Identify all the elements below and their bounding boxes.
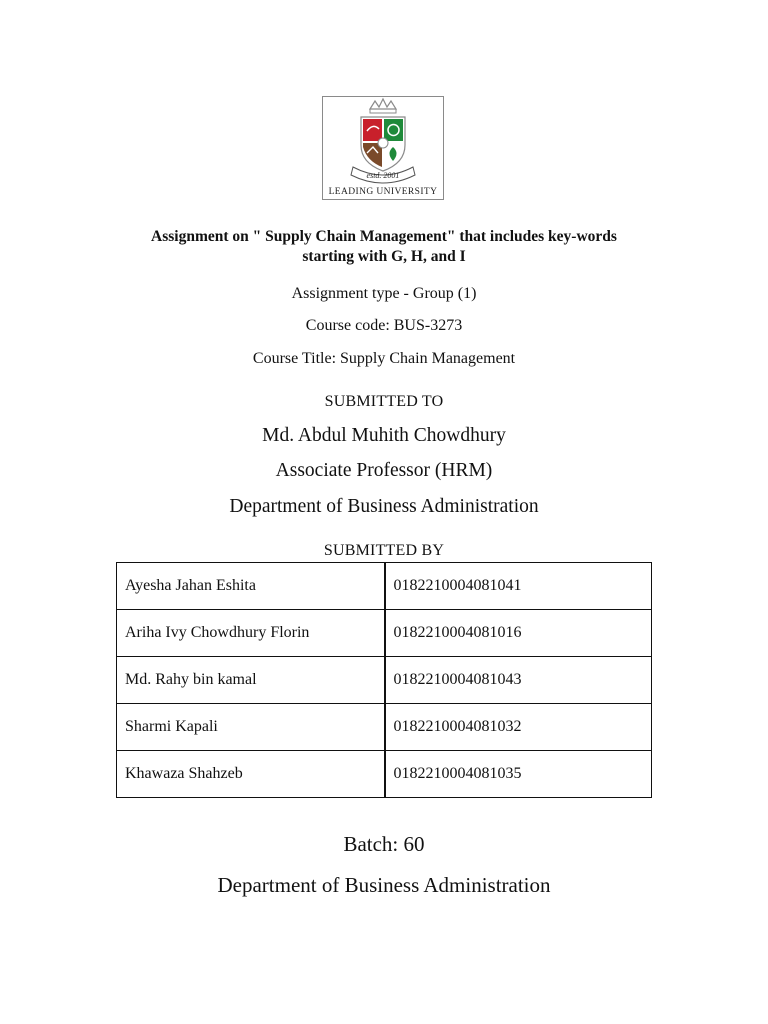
member-name: Khawaza Shahzeb: [117, 751, 385, 798]
assignment-title: [100, 227, 668, 267]
member-name: Ayesha Jahan Eshita: [117, 563, 385, 610]
supervisor-department: Department of Business Administration: [229, 496, 539, 517]
member-id: 0182210004081043: [385, 657, 652, 704]
course-title: Course Title: Supply Chain Management: [252, 350, 516, 367]
table-row: [117, 610, 652, 657]
member-id: 0182210004081035: [385, 751, 652, 798]
table-row: [117, 563, 652, 610]
course-code: Course code: BUS-3273: [305, 317, 463, 334]
member-id: 0182210004081032: [385, 704, 652, 751]
university-logo: [322, 96, 444, 200]
submitted-to-heading: SUBMITTED TO: [324, 393, 444, 410]
table-row: [117, 751, 652, 798]
member-name: Md. Rahy bin kamal: [117, 657, 385, 704]
submitted-by-heading: SUBMITTED BY: [323, 542, 445, 559]
member-id: 0182210004081016: [385, 610, 652, 657]
supervisor-name: Md. Abdul Muhith Chowdhury: [262, 425, 506, 446]
estd-text: estd. 2001: [366, 171, 400, 180]
member-name: Ariha Ivy Chowdhury Florin: [117, 610, 385, 657]
title-line-1: Assignment on " Supply Chain Management" that includes key-words: [151, 228, 617, 245]
footer-department: Department of Business Administration: [217, 873, 551, 897]
members-table: [116, 562, 652, 798]
crest-emblem-icon: [323, 97, 443, 199]
member-name: Sharmi Kapali: [117, 704, 385, 751]
university-name: LEADING UNIVERSITY: [328, 187, 438, 197]
table-row: [117, 657, 652, 704]
member-id: 0182210004081041: [385, 563, 652, 610]
table-row: [117, 704, 652, 751]
assignment-type: Assignment type - Group (1): [291, 285, 477, 302]
batch-label: Batch: 60: [343, 832, 425, 856]
supervisor-designation: Associate Professor (HRM): [275, 460, 493, 481]
title-line-2: starting with G, H, and I: [302, 248, 466, 265]
